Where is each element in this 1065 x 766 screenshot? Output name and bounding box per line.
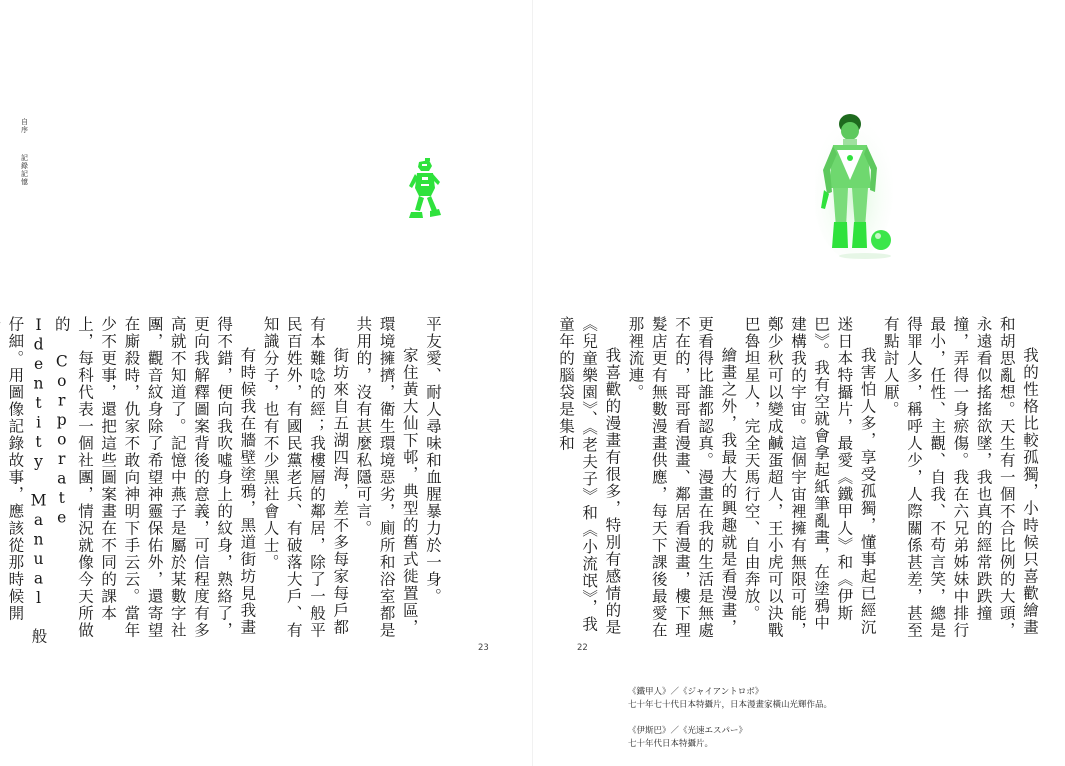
right-paragraph-1: 我的性格比較孤獨，小時候只喜歡繪畫和胡思亂想。天生有一個不合比例的大頭，永遠看似搖搖欲墜，我也真的經常跌跌撞撞，弄得一身瘀傷。我在六兄弟姊妹中排行最小，任性、主觀、自我、不苟言笑，總是得罪人多，稱呼人少，人際關係甚差，甚至有點討人厭。 (881, 316, 1039, 639)
caption-2-title: 《伊斯巴》／《光速エスパー》 (628, 726, 748, 736)
caption-2 (628, 725, 747, 751)
side-index-preface: 自序 (20, 118, 29, 134)
side-index-section: 記錄記憶 (20, 154, 29, 186)
right-paragraph-4: 我喜歡的漫畫有很多，特別有感情的是《兒童樂園》、《老夫子》和《小流氓》，我童年的腦袋是集和 (556, 316, 622, 636)
side-index (14, 118, 34, 206)
caption-1-desc: 七十年七十代日本特攝片，日本漫畫家橫山光輝作品。 (628, 700, 833, 710)
caption-1-title: 《鐵甲人》／《ジャイアントロボ》 (628, 687, 764, 697)
right-paragraph-2: 我害怕人多，享受孤獨，懂事起已經沉迷日本特攝片，最愛《鐵甲人》和《伊斯巴》。我有空就會拿起紙筆亂畫，在塗鴉中建構我的宇宙。這個宇宙裡擁有無限可能，鄭少秋可以變成鹹蛋超人，王小虎可以決戰巴魯坦星人，完全天馬行空、自由奔放。 (742, 316, 877, 639)
left-paragraph-3: 街坊來自五湖四海，差不多每家每戶都有本難唸的經；我樓層的鄰居，除了一般平民百姓外，有國民黨老兵、有破落大戶、有知識分子，也有不少黑社會人士。 (261, 316, 350, 639)
left-page (0, 0, 532, 766)
page-number-right: 22 (577, 643, 588, 653)
child-in-costume-photo (815, 110, 893, 262)
right-paragraph-3: 繪畫之外，我最大的興趣就是看漫畫，更看得比誰都認真。漫畫在我的生活是無處不在的，哥哥看漫畫、鄰居看漫畫，樓下理髮店更有無數漫畫供應，每天下課後最愛在那裡流連。 (626, 316, 738, 639)
left-page-body-text (6, 316, 444, 648)
left-paragraph-4: 有時候我在牆壁塗鴉，黑道街坊見我畫得不錯，便向我吹噓身上的紋身，熟絡了，更向我解釋圖案背後的意義，可信程度有多高就不知道了。記憶中燕子是屬於某數字社團，觀音紋身除了希望神靈保佑外，還寄望在廝殺時，仇家不敢向神明下手云云。當年少不更事，還把這些圖案畫在不同的課本上，每科代表一個社團，情況就像今天所做的 Corporate Identity Manual 般仔細。用圖像記錄故事，應該從那時候開 (6, 316, 257, 645)
left-paragraph-2: 家住黃大仙下邨，典型的舊式徙置區，環境擁擠，衛生環境惡劣，廁所和浴室都是共用的，沒有甚麼私隱可言。 (354, 316, 419, 639)
robot-figure-illustration (405, 158, 445, 220)
left-paragraph-1: 平友愛、耐人尋味和血腥暴力於一身。 (424, 316, 442, 605)
caption-2-desc: 七十年代日本特攝片。 (628, 739, 714, 749)
caption-1 (628, 686, 832, 712)
page-number-left: 23 (478, 643, 489, 653)
right-page (533, 0, 1065, 766)
